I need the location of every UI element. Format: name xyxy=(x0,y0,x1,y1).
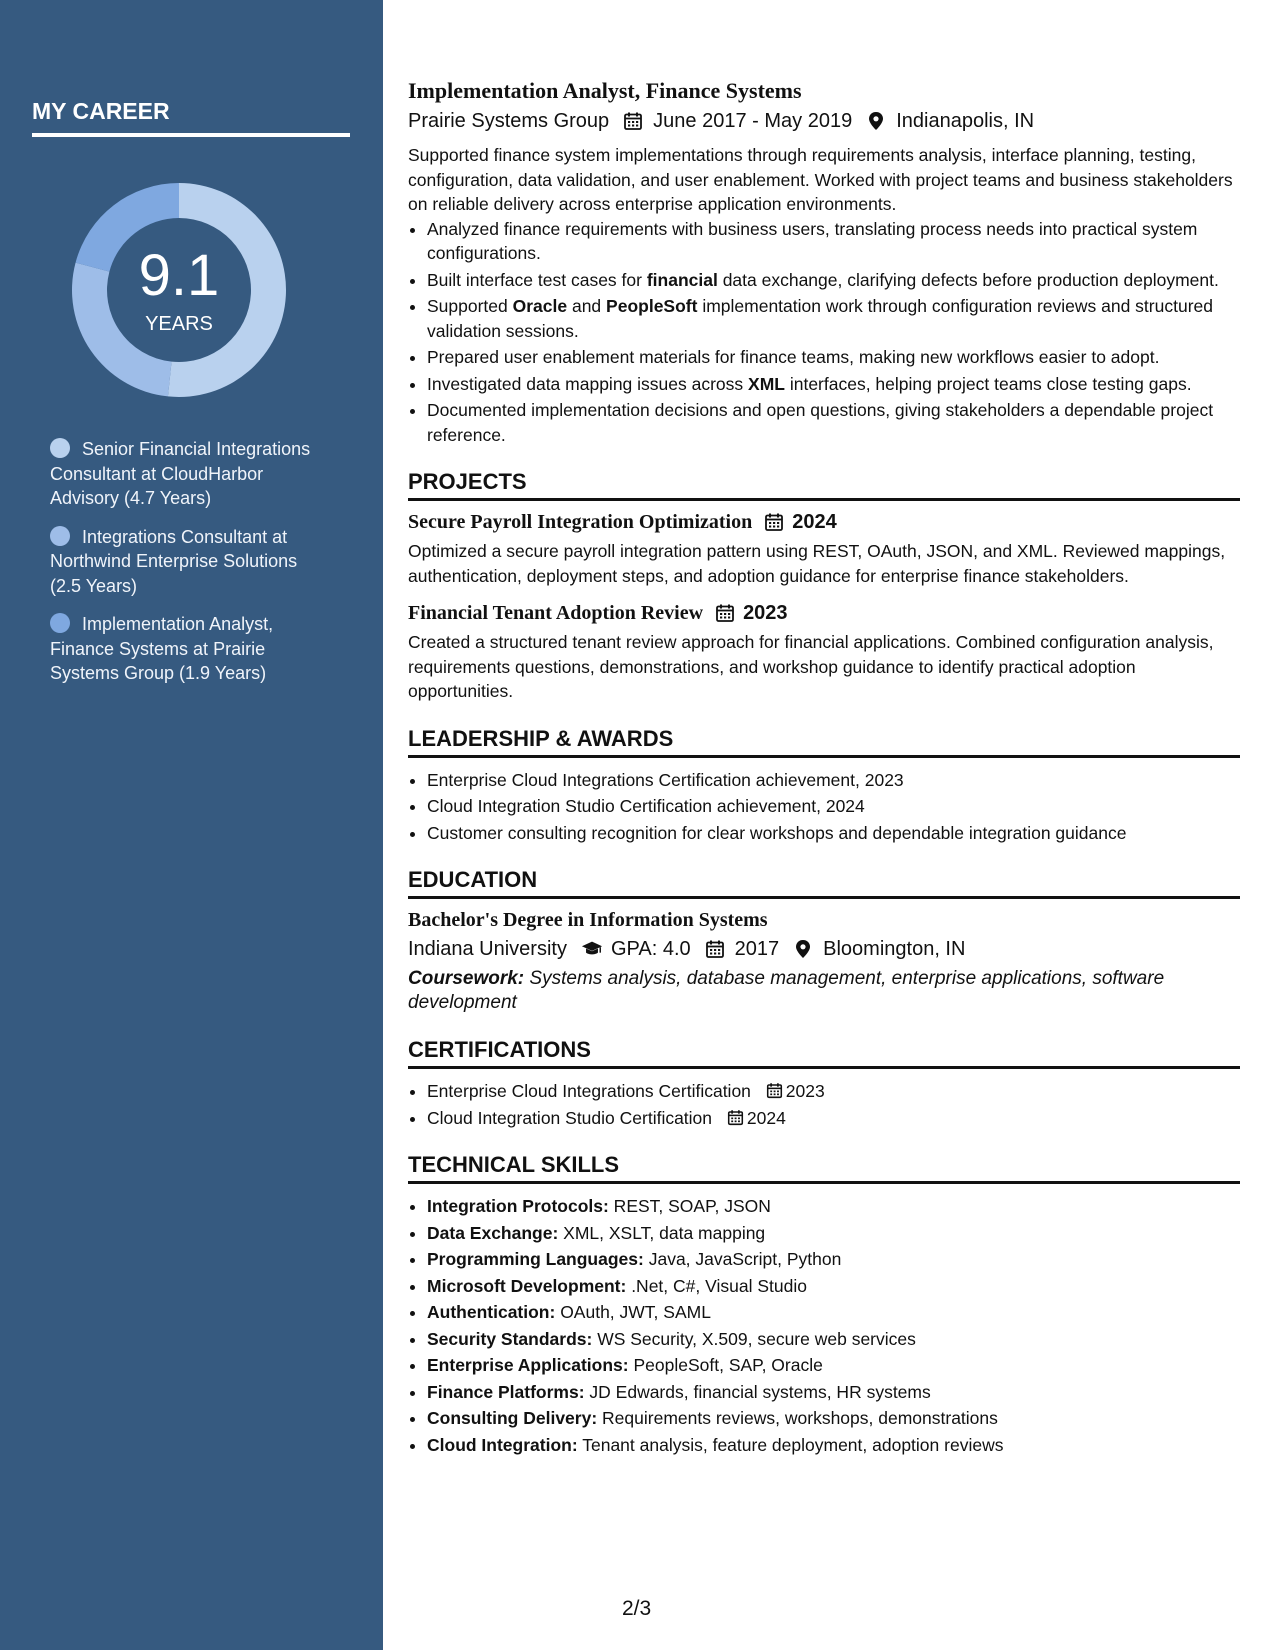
legend-dot xyxy=(50,438,70,458)
skill-item xyxy=(427,1194,1240,1219)
job-bullet: • Supported Oracle and PeopleSoft implementation work through configuration reviews and structured validation sessions. xyxy=(427,294,1240,343)
project-year: 2024 xyxy=(792,511,837,533)
job-dates: June 2017 - May 2019 xyxy=(653,110,853,132)
skill-item xyxy=(427,1247,1240,1272)
skill-value: WS Security, X.509, secure web services xyxy=(592,1328,916,1349)
project-title: Financial Tenant Adoption Review xyxy=(408,602,704,624)
legend-label: Senior Financial Integrations Consultant at CloudHarbor Advisory (4.7 Years) xyxy=(50,439,311,508)
skill-value: PeopleSoft, SAP, Oracle xyxy=(628,1355,823,1375)
skill-label: Security Standards: xyxy=(427,1328,593,1349)
education-heading: EDUCATION xyxy=(408,867,1240,899)
career-legend xyxy=(50,437,330,700)
job-meta xyxy=(408,110,1240,133)
calendar-icon xyxy=(766,1082,784,1100)
coursework xyxy=(408,967,1240,1015)
education-meta xyxy=(408,938,1240,961)
certification-item xyxy=(427,1106,1240,1131)
skill-item xyxy=(427,1406,1240,1431)
project-item xyxy=(408,511,1240,588)
school-location: Bloomington, IN xyxy=(823,938,966,960)
skills-list xyxy=(408,1194,1240,1457)
gpa: GPA: 4.0 xyxy=(610,938,691,960)
project-item xyxy=(408,602,1240,704)
skill-value: Tenant analysis, feature deployment, adoption reviews xyxy=(577,1434,1004,1455)
job-location: Indianapolis, IN xyxy=(896,110,1035,132)
calendar-icon xyxy=(705,939,727,961)
certification-name: Enterprise Cloud Integrations Certification xyxy=(427,1081,751,1101)
project-description: Created a structured tenant review approach for financial applications. Combined configuration analysis, requirements questions, demonstrations, and workshop guidance to identify practical adoption opportunities. xyxy=(408,632,1214,701)
calendar-icon xyxy=(623,111,645,133)
leadership-list xyxy=(408,768,1240,846)
skill-item xyxy=(427,1380,1240,1405)
total-years-value: 9.1 xyxy=(138,243,220,308)
leadership-item: • Enterprise Cloud Integrations Certification achievement, 2023 xyxy=(427,768,1240,793)
leadership-item: • Cloud Integration Studio Certification achievement, 2024 xyxy=(427,794,1240,819)
project-title: Secure Payroll Integration Optimization xyxy=(408,511,753,533)
job-bullet: • Investigated data mapping issues across XML interfaces, helping project teams close testing gaps. xyxy=(427,372,1240,397)
skill-label: Cloud Integration: xyxy=(427,1434,578,1455)
location-pin-icon xyxy=(866,111,888,133)
skill-value: OAuth, JWT, SAML xyxy=(555,1302,711,1322)
legend-dot xyxy=(50,613,70,633)
job-bullet: • Built interface test cases for financial data exchange, clarifying defects before production deployment. xyxy=(427,268,1240,293)
skill-label: Authentication: xyxy=(427,1302,556,1322)
project-description: Optimized a secure payroll integration pattern using REST, OAuth, JSON, and XML. Reviewed mappings, authentication, deployment steps, and adoption guidance for enterprise finance stakeholders. xyxy=(408,541,1226,586)
skill-label: Integration Protocols: xyxy=(427,1196,609,1216)
coursework-text: Systems analysis, database management, enterprise applications, software development xyxy=(408,968,1165,1013)
certification-item xyxy=(427,1079,1240,1104)
projects-heading: PROJECTS xyxy=(408,469,1240,501)
job-bullet: • Documented implementation decisions and open questions, giving stakeholders a dependable project reference. xyxy=(427,398,1240,447)
job-bullet: • Prepared user enablement materials for finance teams, making new workflows easier to adopt. xyxy=(427,345,1240,370)
certifications-list xyxy=(408,1079,1240,1130)
skill-value: Java, JavaScript, Python xyxy=(643,1249,842,1269)
sidebar xyxy=(0,0,383,1650)
job-bullet: • Analyzed finance requirements with business users, translating process needs into practical system configurations. xyxy=(427,217,1240,266)
leadership-heading: LEADERSHIP & AWARDS xyxy=(408,726,1240,758)
skill-value: JD Edwards, financial systems, HR systems xyxy=(584,1381,931,1402)
leadership-item: • Customer consulting recognition for clear workshops and dependable integration guidance xyxy=(427,821,1240,846)
graduation-cap-icon xyxy=(581,939,603,961)
skill-label: Microsoft Development: xyxy=(427,1275,627,1296)
skill-item xyxy=(427,1353,1240,1378)
legend-dot xyxy=(50,526,70,546)
skill-item xyxy=(427,1327,1240,1352)
coursework-label: Coursework: xyxy=(408,968,525,989)
skill-item xyxy=(427,1433,1240,1458)
project-year: 2023 xyxy=(743,602,788,624)
skill-value: XML, XSLT, data mapping xyxy=(558,1222,766,1243)
skill-label: Programming Languages: xyxy=(427,1249,644,1269)
skill-label: Consulting Delivery: xyxy=(427,1408,598,1428)
page-number: 2/3 xyxy=(622,1597,652,1620)
skill-label: Data Exchange: xyxy=(427,1222,559,1243)
job-company: Prairie Systems Group xyxy=(408,110,610,132)
certification-name: Cloud Integration Studio Certification xyxy=(427,1107,713,1128)
certifications-heading: CERTIFICATIONS xyxy=(408,1037,1240,1069)
skill-value: Requirements reviews, workshops, demonstrations xyxy=(597,1408,998,1428)
main-content xyxy=(408,78,1240,1459)
legend-item xyxy=(50,525,330,599)
degree-title: Bachelor's Degree in Information Systems xyxy=(408,909,768,931)
location-pin-icon xyxy=(793,939,815,961)
job-bullets xyxy=(408,217,1240,448)
skill-item xyxy=(427,1221,1240,1246)
skill-value: REST, SOAP, JSON xyxy=(608,1196,771,1216)
skills-heading: TECHNICAL SKILLS xyxy=(408,1152,1240,1184)
legend-item xyxy=(50,437,330,511)
certification-year: 2024 xyxy=(746,1107,786,1128)
job-summary: Supported finance system implementations through requirements analysis, interface planning, testing, configuration, data validation, and user enablement. Worked with project teams and business stakeholders on reliable delivery across enterprise application environments. xyxy=(408,145,1233,214)
legend-label: Implementation Analyst, Finance Systems at Prairie Systems Group (1.9 Years) xyxy=(50,614,274,683)
legend-label: Integrations Consultant at Northwind Enterprise Solutions (2.5 Years) xyxy=(50,526,298,596)
job-title: Implementation Analyst, Finance Systems xyxy=(408,78,802,103)
calendar-icon xyxy=(715,603,737,625)
certification-year: 2023 xyxy=(785,1081,825,1101)
graduation-year: 2017 xyxy=(734,938,780,960)
skill-value: .Net, C#, Visual Studio xyxy=(626,1275,807,1296)
calendar-icon xyxy=(727,1109,745,1127)
skill-label: Enterprise Applications: xyxy=(427,1355,629,1375)
skill-label: Finance Platforms: xyxy=(427,1381,585,1402)
career-heading: MY CAREER xyxy=(32,98,350,137)
skill-item xyxy=(427,1274,1240,1299)
legend-item xyxy=(50,612,330,686)
school-name: Indiana University xyxy=(408,938,567,960)
career-donut-chart xyxy=(66,177,292,403)
skill-item xyxy=(427,1300,1240,1325)
total-years-label: YEARS xyxy=(145,313,213,335)
calendar-icon xyxy=(764,512,786,534)
